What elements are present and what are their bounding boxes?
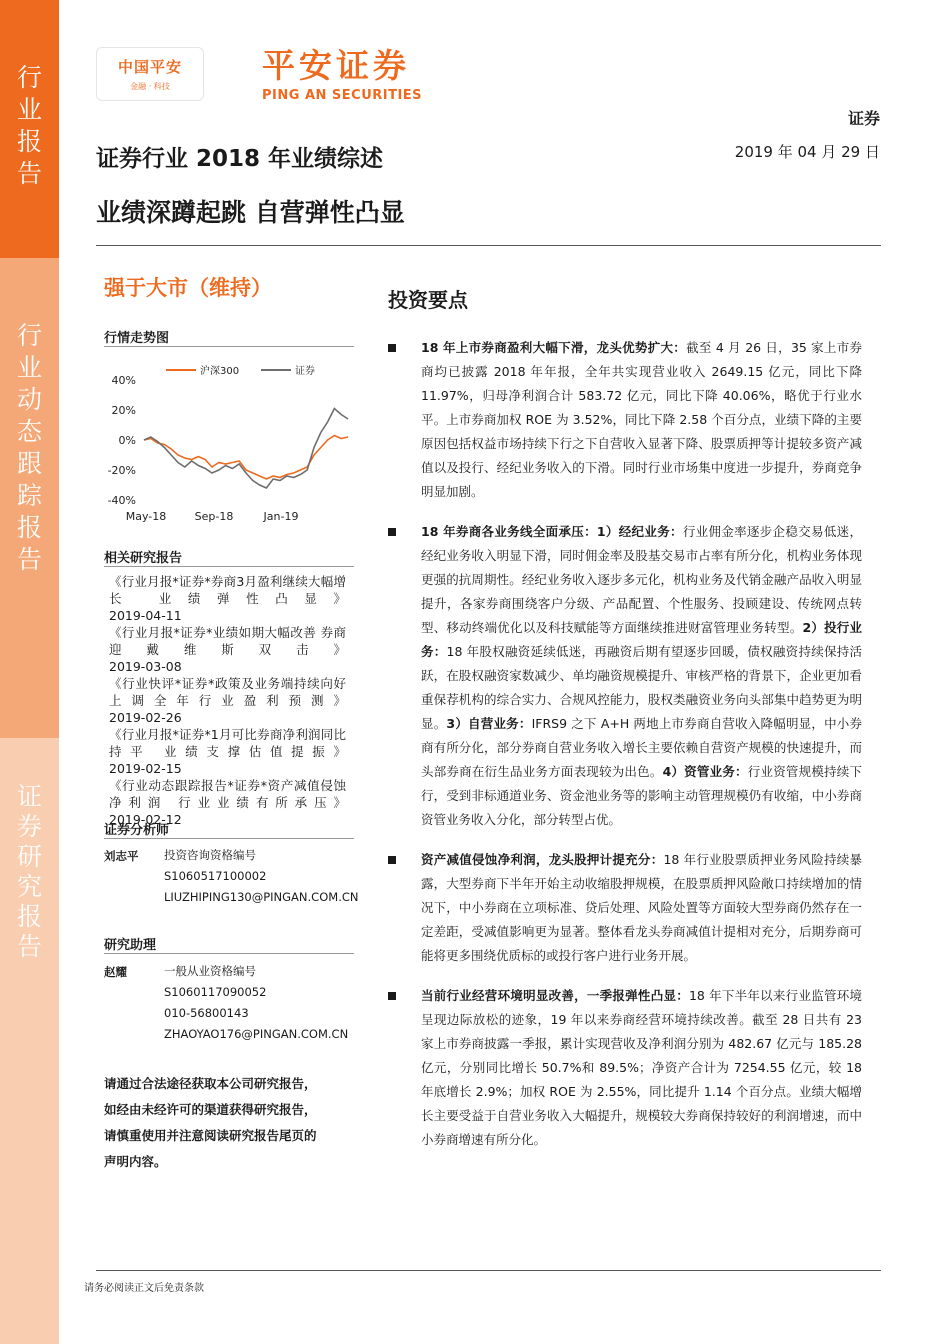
- report-date: 2019-03-08: [109, 659, 182, 674]
- report-item: [109, 573, 346, 624]
- assistant-title: 研究助理: [104, 938, 157, 953]
- x-tick-label: Jan-19: [263, 510, 299, 523]
- header-divider: [96, 245, 881, 246]
- ping-an-group-logo: [96, 47, 204, 101]
- contact-line: 一般从业资格编号: [164, 964, 256, 978]
- highlight-text: 18 年股权融资延续低迷，再融资后期有望逐步回暖，债权融资持续保持活跃，在股权融资家数减少、单均融资规模提升、审核严格的背景下，企业更加看重保荐机构的综合实力、合规风控能力，股权类融资业务向头部集中趋势更为明显。: [421, 644, 862, 731]
- bullet-square-icon: [388, 528, 396, 536]
- section-divider: [104, 346, 354, 347]
- report-date: 2019-02-15: [109, 761, 182, 776]
- report-title: 《行业动态跟踪报告*证券*资产减值侵蚀净利润 行业业绩有所承压》: [109, 778, 346, 810]
- logo-text: 中国平安: [117, 58, 182, 76]
- report-date: 2019-04-11: [109, 608, 182, 623]
- contact-line: ZHAOYAO176@PINGAN.COM.CN: [164, 1027, 349, 1041]
- y-tick-label: 40%: [111, 374, 136, 387]
- assistant-name: 赵耀: [104, 965, 127, 979]
- report-item: [109, 624, 346, 675]
- highlight-text: 18 年行业股票质押业务风险持续暴露，大型券商下半年开始主动收缩股押规模，在股票质押风险敞口持续增加的情况下，中小券商在立项标准、贷后处理、风险处置等方面较大型券商仍然存在一定差距，受减值影响更为显著。整体看龙头券商减值计提相对充分，后期券商可能将更多围绕优质标的或投行客户进行业务开展。: [421, 852, 862, 963]
- report-title: 《行业月报*证券*业绩如期大幅改善 券商迎戴维斯双击》: [109, 625, 346, 657]
- x-tick-label: May-18: [125, 510, 167, 523]
- sidebar-char: 告: [16, 545, 42, 574]
- legend-label: 沪深300: [200, 366, 240, 377]
- footer-disclaimer: 请务必阅读正文后免责条款: [84, 1283, 204, 1294]
- sidebar-char: 告: [16, 159, 42, 188]
- ping-an-securities-logo: [262, 46, 452, 103]
- y-tick-label: -40%: [107, 494, 136, 507]
- report-subtitle: 业绩深蹲起跳 自营弹性凸显: [96, 198, 405, 227]
- highlight-text: 18 年下半年以来行业监管环境呈现边际放松的迹象，19 年以来券商经营环境持续改善。截至 28 日共有 23 家上市券商披露一季报，累计实现营收及净利润分别为 482.67 亿元与 185.28 亿元，分别同比增长 50.7%和 89.5%；净资产合计为 7254.55 亿元，较 18 年底增长 2.9%；加权 ROE 为 2.55%，同比提升 1.14 个百分点。业绩大幅增长主要受益于自营业务收入大幅提升，规模较大券商保持较好的利润增速，而中小券商增速有所分化。: [421, 988, 862, 1147]
- footer-divider: [96, 1270, 881, 1271]
- analyst-info: [164, 845, 358, 908]
- y-tick-label: 20%: [111, 404, 136, 417]
- contact-line: 010-56800143: [164, 1006, 249, 1020]
- market-chart-title: 行情走势图: [104, 331, 170, 346]
- sidebar-char: 报: [16, 902, 42, 931]
- logo-en: PING AN SECURITIES: [262, 88, 423, 103]
- highlight-lead: 18 年上市券商盈利大幅下滑，龙头优势扩大：: [421, 340, 687, 355]
- highlight-text: 行业佣金率逐步企稳交易低迷，经纪业务收入明显下滑，同时佣金率及股基交易市占率有所分化，机构业务体现更强的抗周期性。经纪业务收入逐步多元化，机构业务及代销金融产品收入明显提升，各家券商围绕客户分级、产品配置、个性服务、投顾建设、传统网点转型、移动终端优化以及科技赋能等方面继续推进财富管理业务转型。: [421, 524, 862, 635]
- highlight-lead: 2）投行业务：: [421, 620, 862, 659]
- sidebar-char: 跟: [16, 449, 42, 478]
- sidebar-label-industry-report: [0, 0, 59, 258]
- report-title: 证券行业 2018 年业绩综述: [96, 146, 384, 172]
- report-date: 2019-02-12: [109, 812, 182, 827]
- contact-line: S1060117090052: [164, 985, 267, 999]
- section-divider: [104, 838, 354, 839]
- highlight-text: 行业资管规模持续下行，受到非标通道业务、资金池业务等的影响主动管理规模仍有收缩，中小券商资管业务收入分化，部分转型占优。: [421, 764, 862, 827]
- x-tick-label: Sep-18: [194, 510, 234, 523]
- section-divider: [104, 566, 354, 567]
- sidebar-char: 研: [16, 842, 42, 871]
- analyst-title: 证券分析师: [104, 823, 170, 838]
- sidebar-char: 踪: [16, 481, 42, 510]
- sidebar-char: 行: [16, 321, 42, 350]
- sidebar-char: 证: [16, 782, 42, 811]
- market-trend-chart: [96, 354, 358, 530]
- sidebar-label-dynamic-tracking: [0, 258, 59, 738]
- legal-warning: 请通过合法途径获取本公司研究报告，如经由未经许可的渠道获得研究报告，请慎重使用并注意阅读研究报告尾页的声明内容。: [104, 1076, 317, 1169]
- report-title: 《行业月报*证券*1月可比券商净利润同比持平 业绩支撑估值提振》: [109, 727, 346, 759]
- report-item: [109, 675, 346, 726]
- highlight-paragraph: [388, 984, 862, 1152]
- contact-line: LIUZHIPING130@PINGAN.COM.CN: [164, 890, 359, 904]
- report-date: 2019 年 04 月 29 日: [734, 143, 880, 161]
- report-type-sidebar: [0, 0, 59, 1344]
- sidebar-char: 态: [16, 417, 42, 446]
- highlight-lead: 4）资管业务：: [662, 764, 748, 779]
- y-tick-label: -20%: [107, 464, 136, 477]
- y-tick-label: 0%: [118, 434, 136, 447]
- sidebar-char: 业: [16, 353, 42, 382]
- report-date: 2019-02-26: [109, 710, 182, 725]
- legend-label: 证券: [295, 366, 315, 377]
- related-reports-list: [109, 573, 346, 828]
- sidebar-char: 报: [16, 513, 42, 542]
- sidebar-char: 报: [16, 127, 42, 156]
- bullet-square-icon: [388, 992, 396, 1000]
- sidebar-char: 动: [16, 385, 42, 414]
- highlight-text: 截至 4 月 26 日，35 家上市券商均已披露 2018 年年报，全年共实现营业收入 2649.15 亿元，同比下降 11.97%，归母净利润合计 583.72 亿元，同比下降 40.06%，略优于行业水平。上市券商加权 ROE 为 3.52%，同比下降 2.58 个百分点，业绩下降的主要原因包括权益市场持续下行之下自营收入显著下降、股票质押等计提较多资产减值以及投行、经纪业务收入的下滑。同时行业市场集中度进一步提升，券商竞争明显加剧。: [421, 340, 862, 499]
- report-item: [109, 726, 346, 777]
- sidebar-char: 行: [16, 63, 42, 92]
- industry-category: 证券: [847, 109, 880, 128]
- sidebar-char: 告: [16, 932, 42, 961]
- investment-highlights: [388, 336, 862, 1168]
- investment-highlights-title: 投资要点: [388, 288, 468, 312]
- highlight-text: IFRS9 之下 A+H 两地上市券商自营收入降幅明显，中小券商有所分化，部分券商自营业务收入增长主要依赖自营资产规模的快速提升，而头部券商在衍生品业务方面表现较为出色。: [421, 716, 862, 779]
- sidebar-char: 究: [16, 872, 42, 901]
- logo-cn: 平安证券: [262, 46, 410, 85]
- highlight-lead: 18 年券商各业务线全面承压：1）经纪业务：: [421, 524, 683, 539]
- related-reports-title: 相关研究报告: [104, 551, 183, 566]
- highlight-lead: 当前行业经营环境明显改善，一季报弹性凸显：: [421, 988, 689, 1003]
- bullet-square-icon: [388, 344, 396, 352]
- logo-subtext: 金融 · 科技: [130, 82, 170, 91]
- sidebar-char: 券: [16, 812, 42, 841]
- highlight-paragraph: [388, 336, 862, 504]
- rating: 强于大市（维持）: [104, 276, 272, 300]
- sidebar-char: 业: [16, 95, 42, 124]
- highlight-paragraph: [388, 520, 862, 832]
- report-title: 《行业月报*证券*券商3月盈利继续大幅增长 业绩弹性凸显》: [109, 574, 346, 606]
- series-line-securities: [144, 409, 348, 489]
- report-title: 《行业快评*证券*政策及业务端持续向好 上调全年行业盈利预测》: [109, 676, 346, 708]
- highlight-lead: 资产减值侵蚀净利润，龙头股押计提充分：: [421, 852, 664, 867]
- section-divider: [104, 953, 354, 954]
- assistant-info: [164, 961, 348, 1045]
- sidebar-label-securities-research: [0, 738, 59, 1344]
- contact-line: 投资咨询资格编号: [164, 848, 256, 862]
- analyst-name: 刘志平: [104, 849, 139, 863]
- contact-line: S1060517100002: [164, 869, 267, 883]
- bullet-square-icon: [388, 856, 396, 864]
- highlight-paragraph: [388, 848, 862, 968]
- highlight-lead: 3）自营业务：: [446, 716, 532, 731]
